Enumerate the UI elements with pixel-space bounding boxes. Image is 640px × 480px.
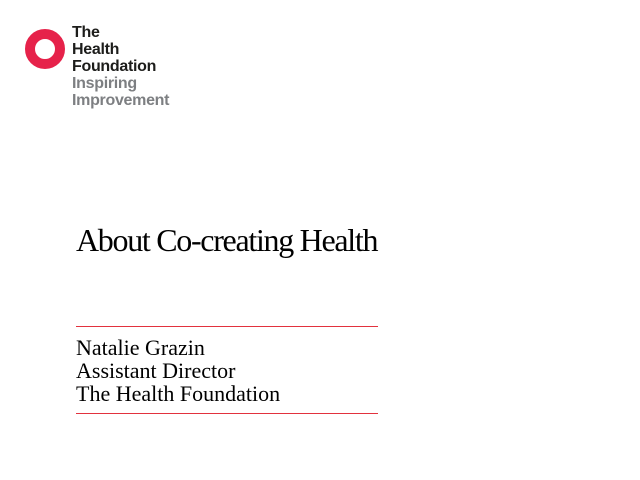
ring-logo-icon: [24, 28, 66, 70]
presenter-name: Natalie Grazin: [76, 335, 205, 360]
logo-line-improvement: Improvement: [72, 92, 170, 109]
logo-line-foundation: Foundation: [72, 58, 157, 75]
presenter-block: [76, 336, 280, 405]
logo-line-health: Health: [72, 41, 120, 58]
logo-wordmark: [72, 24, 169, 109]
health-foundation-logo: [24, 24, 194, 108]
logo-line-the: The: [72, 24, 100, 41]
slide-title: About Co-creating Health: [76, 222, 378, 258]
presenter-organisation: The Health Foundation: [76, 381, 281, 406]
divider-bottom: [76, 413, 378, 414]
divider-top: [76, 326, 378, 327]
logo-line-inspiring: Inspiring: [72, 75, 137, 92]
presenter-role: Assistant Director: [76, 358, 236, 383]
